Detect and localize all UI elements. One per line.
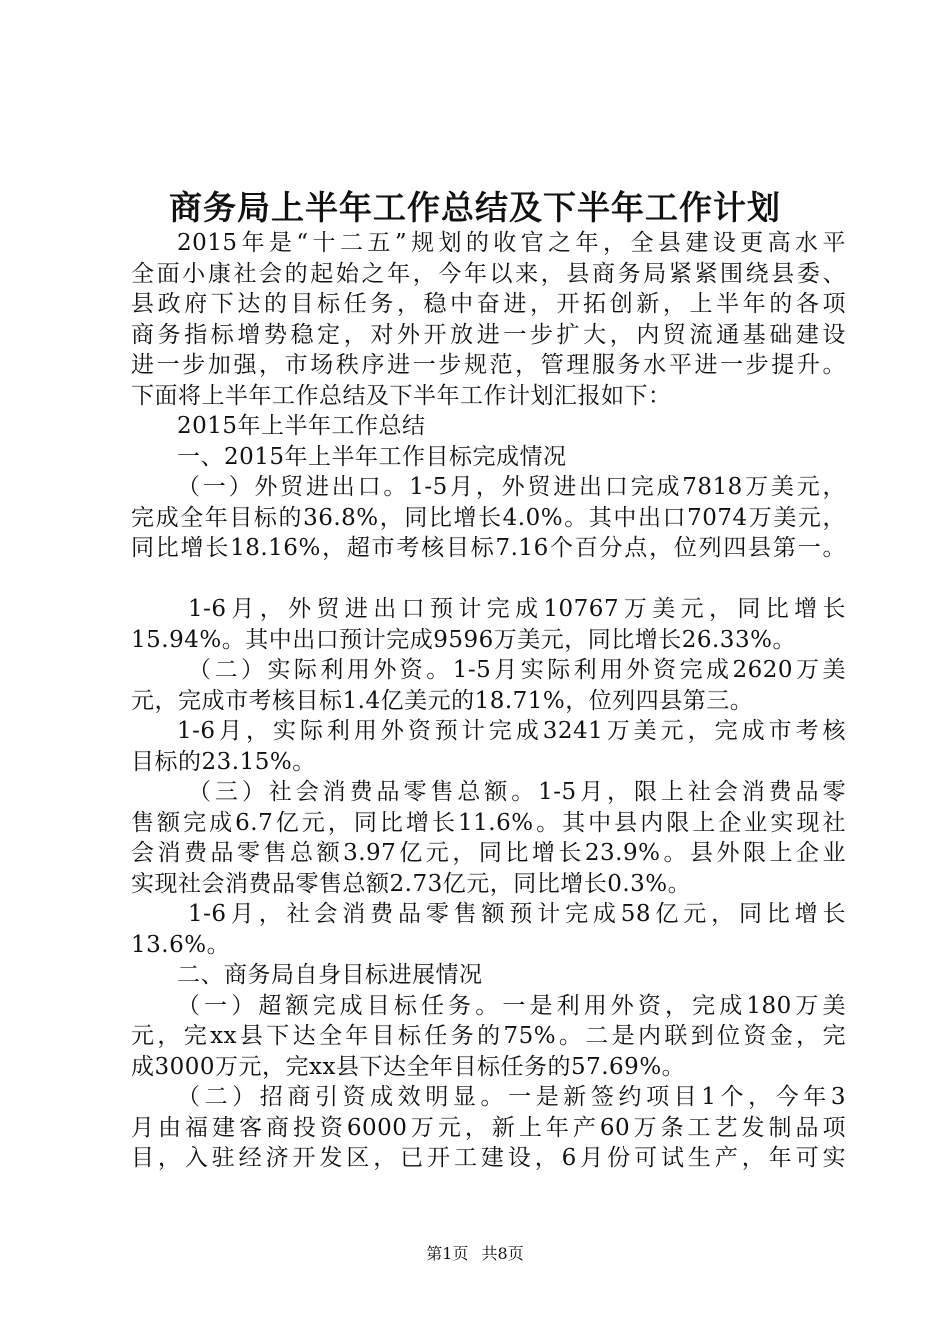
- text-line: 13.6%。: [131, 931, 231, 958]
- document-title: 商务局上半年工作总结及下半年工作计划: [169, 188, 781, 227]
- text-line: 目标的23.15%。: [131, 748, 316, 775]
- text-line: 元，完成市考核目标1.4亿美元的18.71%，位列四县第三。: [131, 687, 754, 714]
- text-line: 1-6月，社会消费品零售额预计完成58亿元，同比增长: [188, 901, 846, 927]
- text-line: 售额完成6.7亿元，同比增长11.6%。其中县内限上企业实现社: [131, 809, 846, 836]
- text-line: 商务指标增势稳定，对外开放进一步扩大，内贸流通基础建设: [131, 321, 846, 348]
- text-line: 目，入驻经济开发区，已开工建设，6月份可试生产，年可实: [131, 1145, 846, 1171]
- text-line: 实现社会消费品零售总额2.73亿元，同比增长0.3%。: [131, 870, 692, 897]
- text-line: 元，完xx县下达全年目标任务的75%。二是内联到位资金，完: [131, 1023, 846, 1049]
- text-line: 下面将上半年工作总结及下半年工作计划汇报如下：: [131, 382, 672, 409]
- text-line: 1-6月，实际利用外资预计完成3241万美元，完成市考核: [177, 718, 846, 744]
- text-line: （一）超额完成目标任务。一是利用外资，完成180万美: [177, 992, 846, 1019]
- paragraph-gap: [131, 564, 846, 595]
- text-line: 15.94%。其中出口预计完成9596万美元，同比增长26.33%。: [131, 626, 796, 653]
- text-line: 同比增长18.16%，超市考核目标7.16个百分点，位列四县第一。: [131, 535, 846, 561]
- text-line: 月由福建客商投资6000万元，新上年产60万条工艺发制品项: [131, 1114, 846, 1141]
- page-footer: [0, 1243, 950, 1265]
- text-line: （一）外贸进出口。1-5月，外贸进出口完成7818万美元，: [177, 474, 846, 500]
- text-line: 进一步加强，市场秩序进一步规范，管理服务水平进一步提升。: [131, 352, 846, 378]
- text-line: 2015年是“十二五”规划的收官之年，全县建设更高水平: [177, 230, 846, 256]
- text-line: 成3000万元，完xx县下达全年目标任务的57.69%。: [131, 1053, 686, 1080]
- text-line: 县政府下达的目标任务，稳中奋进，开拓创新，上半年的各项: [131, 291, 846, 317]
- text-line: 一、2015年上半年工作目标完成情况: [177, 443, 567, 470]
- page-number: 第1页: [426, 1244, 469, 1263]
- text-line: 二、商务局自身目标进展情况: [177, 962, 483, 988]
- text-line: （三）社会消费品零售总额。1-5月，限上社会消费品零: [188, 779, 846, 805]
- text-line: （二）招商引资成效明显。一是新签约项目1个，今年3: [177, 1084, 846, 1110]
- text-line: 完成全年目标的36.8%，同比增长4.0%。其中出口7074万美元，: [131, 504, 846, 531]
- text-line: 1-6月，外贸进出口预计完成10767万美元，同比增长: [188, 596, 846, 622]
- text-line: 会消费品零售总额3.97亿元，同比增长23.9%。县外限上企业: [131, 840, 846, 866]
- text-line: 全面小康社会的起始之年，今年以来，县商务局紧紧围绕县委、: [131, 260, 846, 287]
- document-body: [131, 228, 846, 1174]
- text-line: 2015年上半年工作总结: [177, 413, 426, 439]
- page-total: 共8页: [481, 1244, 524, 1263]
- text-line: （二）实际利用外资。1-5月实际利用外资完成2620万美: [188, 657, 846, 683]
